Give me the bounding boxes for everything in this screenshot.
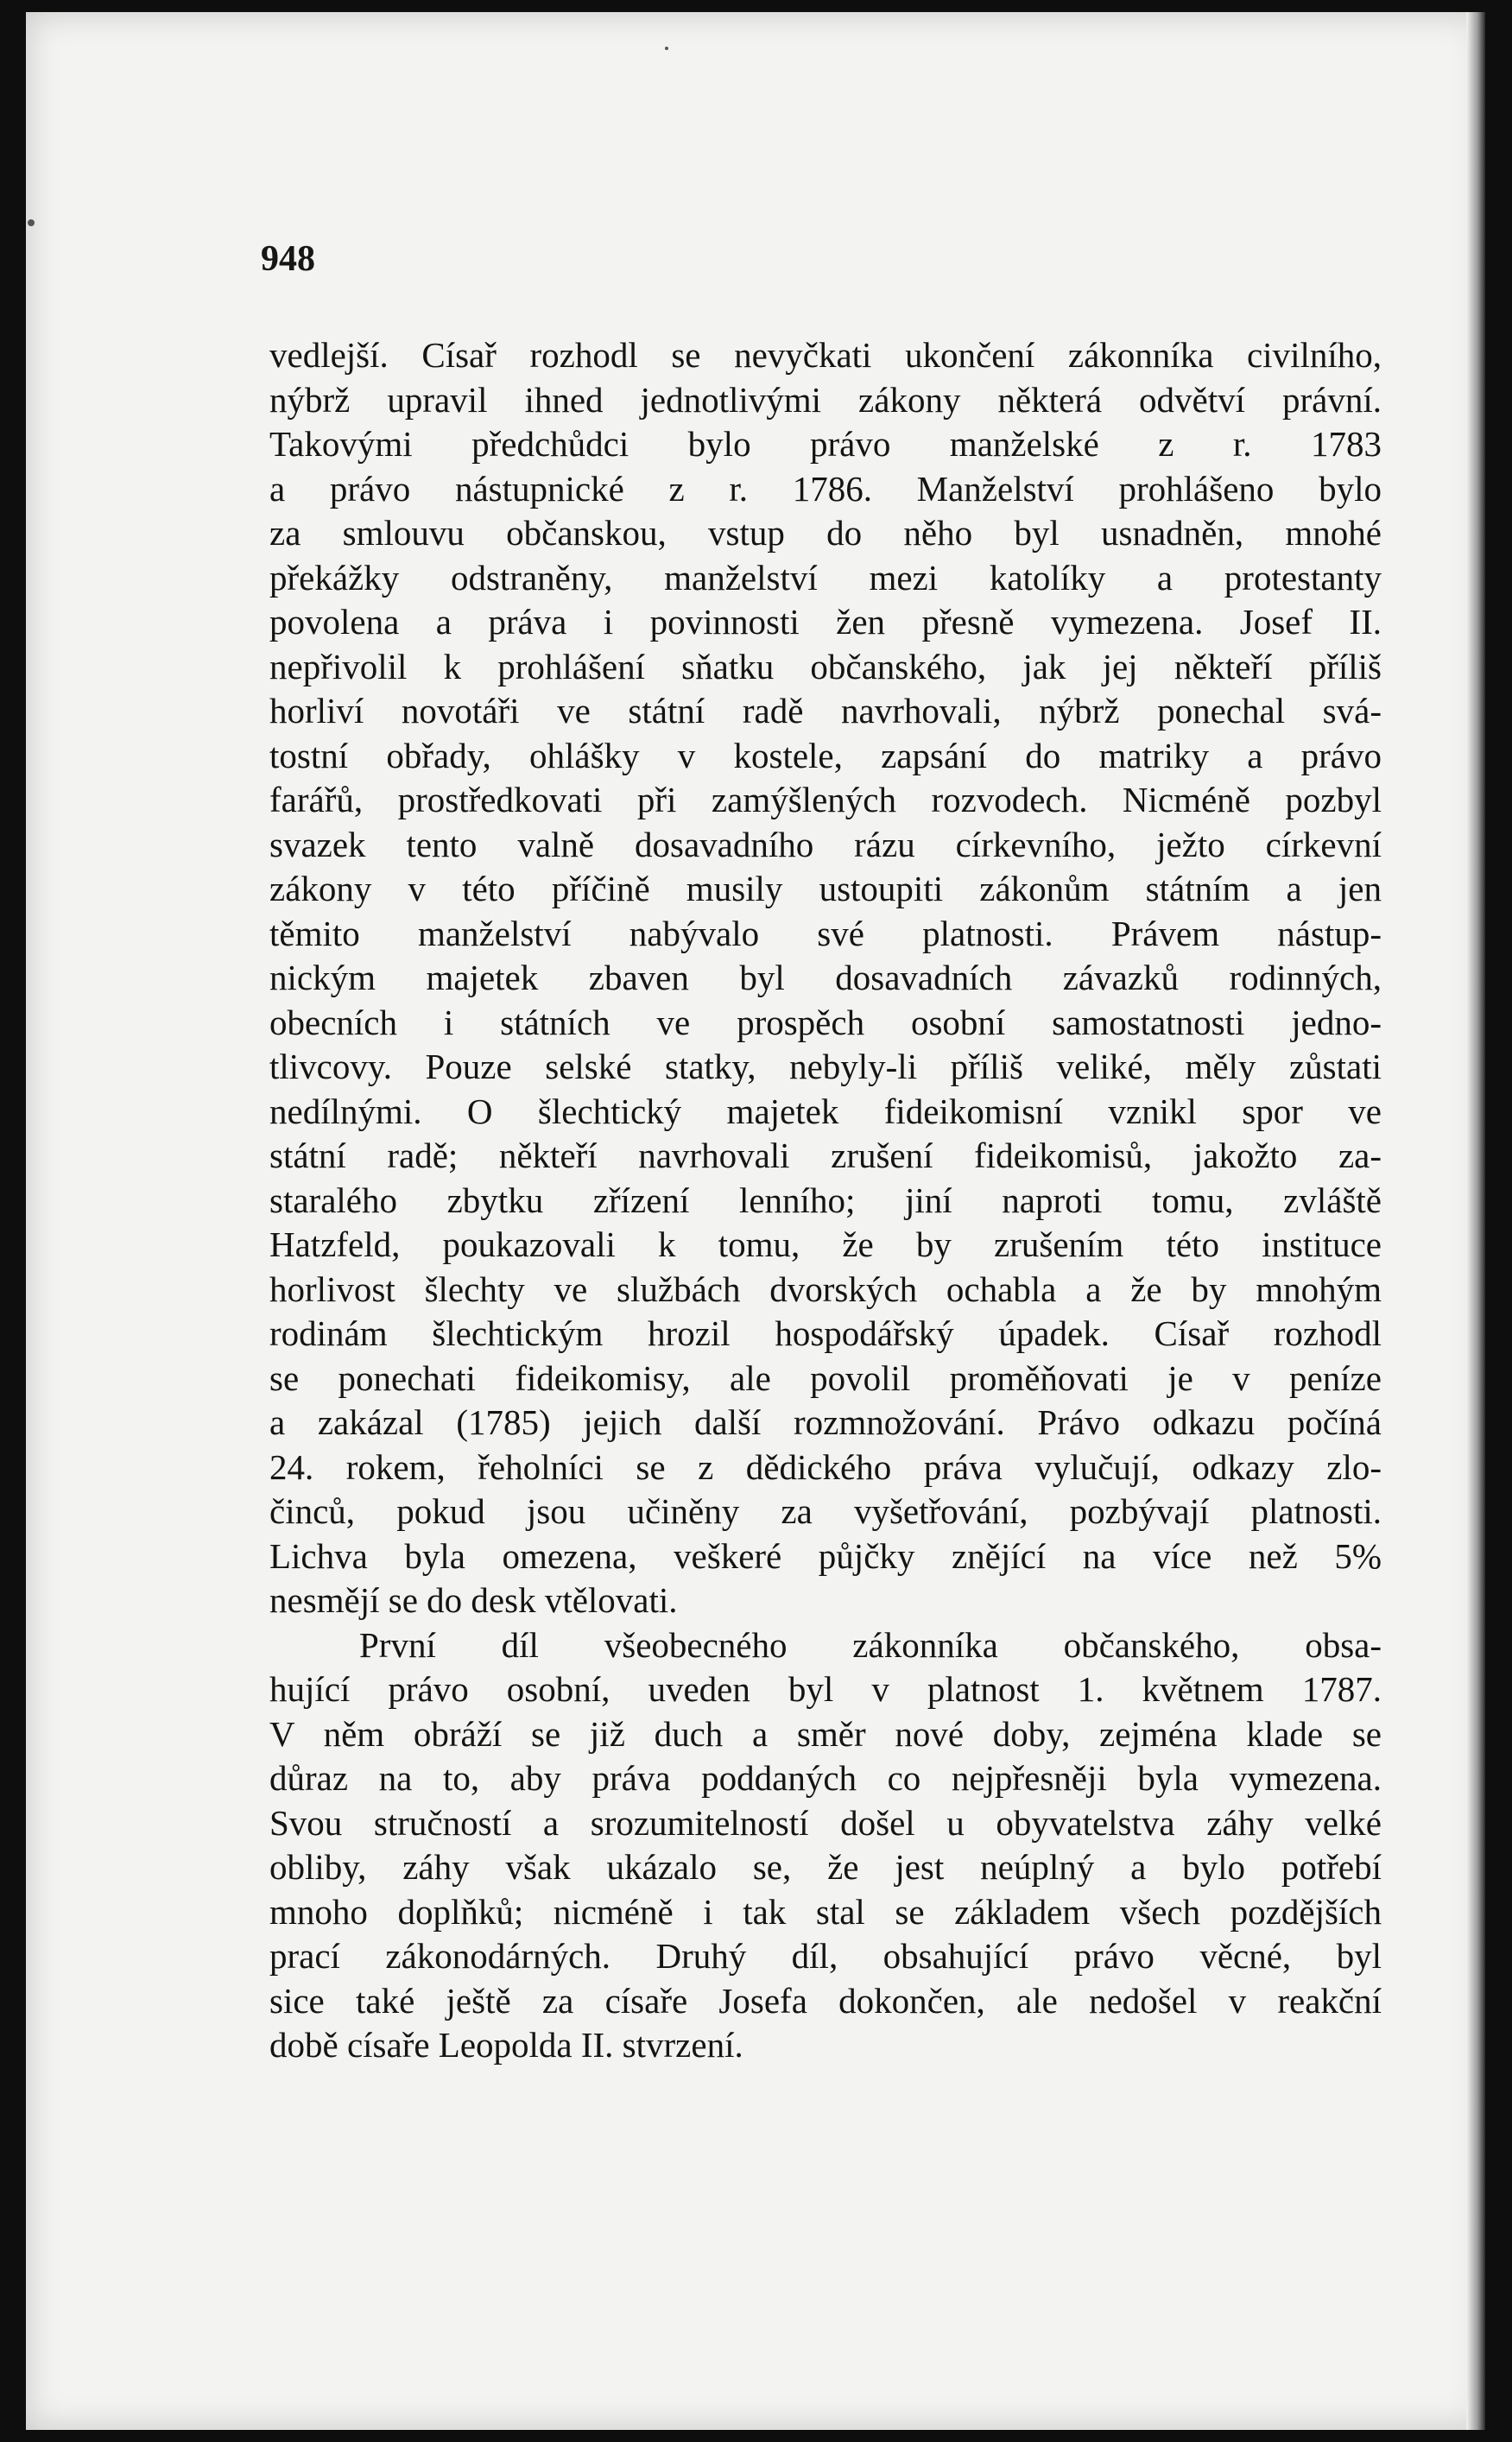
book-page [26, 12, 1485, 2430]
text-line: a zakázal (1785) jejich další rozmnožování. Právo odkazu počíná [269, 1402, 1382, 1442]
text-line: Lichva byla omezena, veškeré půjčky znějící na více než 5% [269, 1535, 1382, 1576]
text-line: nesmějí se do desk vtělovati. [269, 1580, 678, 1620]
text-line: 24. rokem, řeholníci se z dědického práva vylučují, odkazy zlo- [269, 1446, 1382, 1487]
text-line: zákony v této příčině musily ustoupiti zákonům státním a jen [269, 869, 1382, 908]
text-line: nýbrž upravil ihned jednotlivými zákony některá odvětví právní. [269, 379, 1382, 420]
text-line: státní radě; někteří navrhovali zrušení fideikomisů, jakožto za- [269, 1136, 1382, 1175]
text-line: těmito manželství nabývalo své platnosti. Právem nástup- [269, 913, 1382, 953]
text-line: tlivcovy. Pouze selské statky, nebyly-li příliš veliké, měly zůstati [269, 1047, 1382, 1086]
paragraph [269, 333, 1382, 1623]
text-line: nepřivolil k prohlášení sňatku občanského, jak jej někteří příliš [269, 646, 1382, 686]
text-line: nickým majetek zbaven byl dosavadních závazků rodinných, [269, 958, 1382, 997]
text-line: činců, pokud jsou učiněny za vyšetřování, pozbývají platnosti. [269, 1491, 1382, 1531]
text-line: důraz na to, aby práva poddaných co nejpřesněji byla vymezena. [269, 1758, 1382, 1798]
text-line: a právo nástupnické z r. 1786. Manželství prohlášeno bylo [269, 468, 1382, 509]
text-line: V něm obráží se již duch a směr nové doby, zejména klade se [269, 1713, 1382, 1754]
text-line: překážky odstraněny, manželství mezi katolíky a protestanty [269, 557, 1382, 598]
text-line: horliví novotáři ve státní radě navrhovali, nýbrž ponechal svá- [269, 691, 1382, 731]
text-line: vedlejší. Císař rozhodl se nevyčkati ukončení zákonníka civilního, [269, 335, 1382, 375]
text-line: tostní obřady, ohlášky v kostele, zapsání do matriky a právo [269, 735, 1382, 775]
text-line: Hatzfeld, poukazovali k tomu, že by zrušením této instituce [269, 1224, 1382, 1264]
text-line: za smlouvu občanskou, vstup do něho byl usnadněn, mnohé [269, 513, 1382, 553]
text-line: se ponechati fideikomisy, ale povolil proměňovati je v peníze [269, 1357, 1382, 1398]
body-text [269, 333, 1382, 2068]
paragraph [269, 1623, 1382, 2068]
page-number: 948 [261, 239, 315, 279]
text-line: prací zákonodárných. Druhý díl, obsahující právo věcné, byl [269, 1936, 1382, 1976]
text-line: mnoho doplňků; nicméně i tak stal se základem všech pozdějších [269, 1891, 1382, 1932]
text-line: svazek tento valně dosavadního rázu církevního, ježto církevní [269, 824, 1382, 864]
text-line: obecních i státních ve prospěch osobní samostatnosti jedno- [269, 1002, 1382, 1042]
scan-edge-shadow [1466, 12, 1485, 2430]
text-line: obliby, záhy však ukázalo se, že jest neúplný a bylo potřebí [269, 1847, 1382, 1887]
text-line: povolena a práva i povinnosti žen přesně vymezena. Josef II. [269, 602, 1382, 642]
dust-speck [28, 219, 35, 226]
dust-speck [665, 47, 668, 50]
text-line: horlivost šlechty ve službách dvorských ochabla a že by mnohým [269, 1268, 1382, 1309]
text-line: První díl všeobecného zákonníka občanského, obsa- [359, 1624, 1382, 1665]
text-line: rodinám šlechtickým hrozil hospodářský úpadek. Císař rozhodl [269, 1313, 1382, 1353]
text-line: Takovými předchůdci bylo právo manželské z r. 1783 [269, 424, 1382, 464]
text-line: době císaře Leopolda II. stvrzení. [269, 2025, 743, 2065]
text-line: sice také ještě za císaře Josefa dokončen, ale nedošel v reakční [269, 1980, 1382, 2021]
text-line: hující právo osobní, uveden byl v platnost 1. květnem 1787. [269, 1669, 1382, 1709]
text-line: Svou stručností a srozumitelností došel u obyvatelstva záhy velké [269, 1802, 1382, 1843]
text-line: staralého zbytku zřízení lenního; jiní naproti tomu, zvláště [269, 1180, 1382, 1220]
text-line: farářů, prostředkovati při zamýšlených rozvodech. Nicméně pozbyl [269, 780, 1382, 819]
text-line: nedílnými. O šlechtický majetek fideikomisní vznikl spor ve [269, 1091, 1382, 1131]
